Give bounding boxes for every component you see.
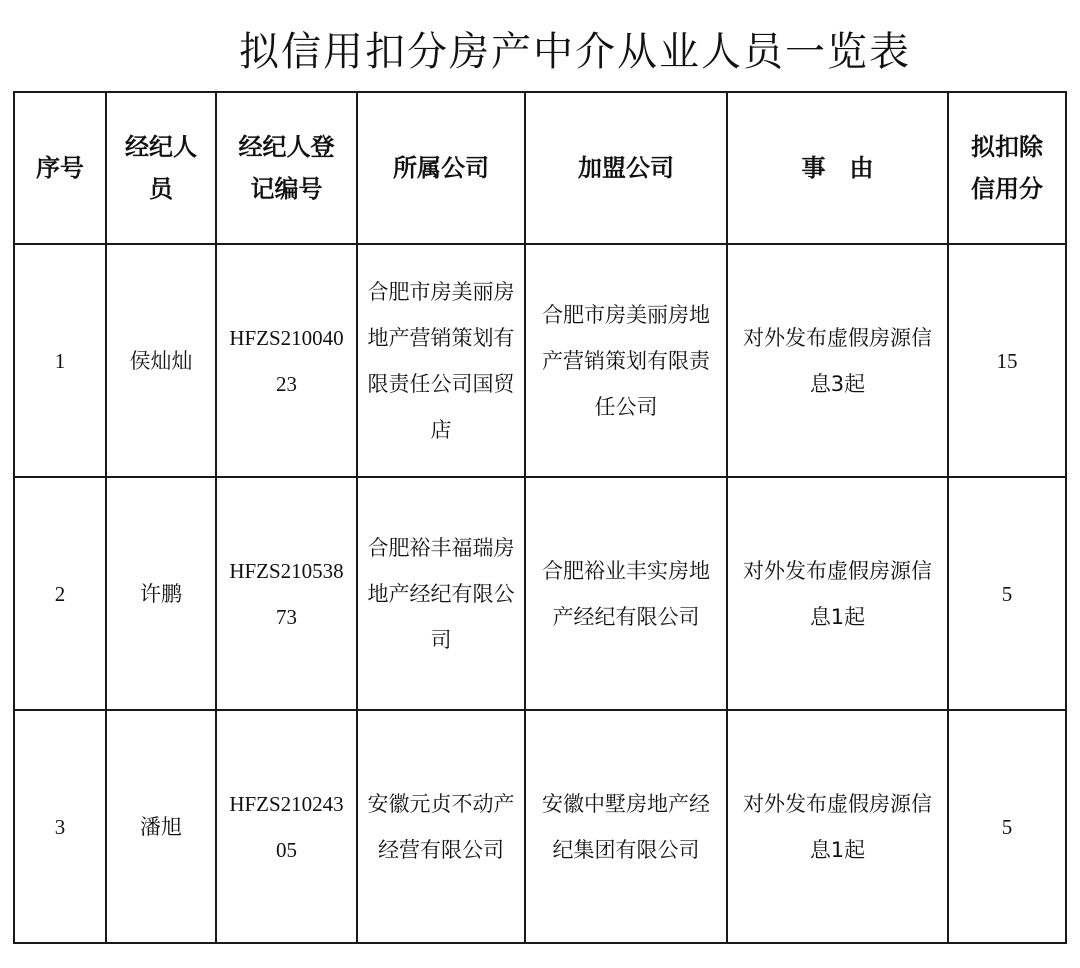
- cell-company: 安徽元贞不动产经营有限公司: [357, 710, 525, 943]
- table-row: [14, 477, 1066, 710]
- cell-seq: 1: [14, 244, 106, 477]
- cell-franchise: 合肥裕业丰实房地产经纪有限公司: [525, 477, 727, 710]
- agent-penalty-table: [13, 91, 1067, 944]
- cell-franchise: 安徽中墅房地产经纪集团有限公司: [525, 710, 727, 943]
- cell-reason: 对外发布虚假房源信息3起: [727, 244, 948, 477]
- cell-reg-no: HFZS21024305: [216, 710, 357, 943]
- header-points: 拟扣除信用分: [948, 92, 1066, 244]
- cell-reason: 对外发布虚假房源信息1起: [727, 477, 948, 710]
- cell-points: 5: [948, 477, 1066, 710]
- cell-reason: 对外发布虚假房源信息1起: [727, 710, 948, 943]
- cell-agent: 许鹏: [106, 477, 216, 710]
- cell-points: 15: [948, 244, 1066, 477]
- cell-reg-no: HFZS21053873: [216, 477, 357, 710]
- cell-seq: 2: [14, 477, 106, 710]
- table-row: [14, 710, 1066, 943]
- cell-points: 5: [948, 710, 1066, 943]
- header-reg-no: 经纪人登记编号: [216, 92, 357, 244]
- cell-franchise: 合肥市房美丽房地产营销策划有限责任公司: [525, 244, 727, 477]
- cell-company: 合肥市房美丽房地产营销策划有限责任公司国贸店: [357, 244, 525, 477]
- cell-reg-no: HFZS21004023: [216, 244, 357, 477]
- cell-agent: 潘旭: [106, 710, 216, 943]
- header-company: 所属公司: [357, 92, 525, 244]
- cell-agent: 侯灿灿: [106, 244, 216, 477]
- table-header-row: [14, 92, 1066, 244]
- header-reason: 事 由: [727, 92, 948, 244]
- header-seq: 序号: [14, 92, 106, 244]
- header-agent: 经纪人员: [106, 92, 216, 244]
- document-title: 拟信用扣分房产中介从业人员一览表: [239, 29, 911, 75]
- header-franchise: 加盟公司: [525, 92, 727, 244]
- cell-seq: 3: [14, 710, 106, 943]
- cell-company: 合肥裕丰福瑞房地产经纪有限公司: [357, 477, 525, 710]
- table-row: [14, 244, 1066, 477]
